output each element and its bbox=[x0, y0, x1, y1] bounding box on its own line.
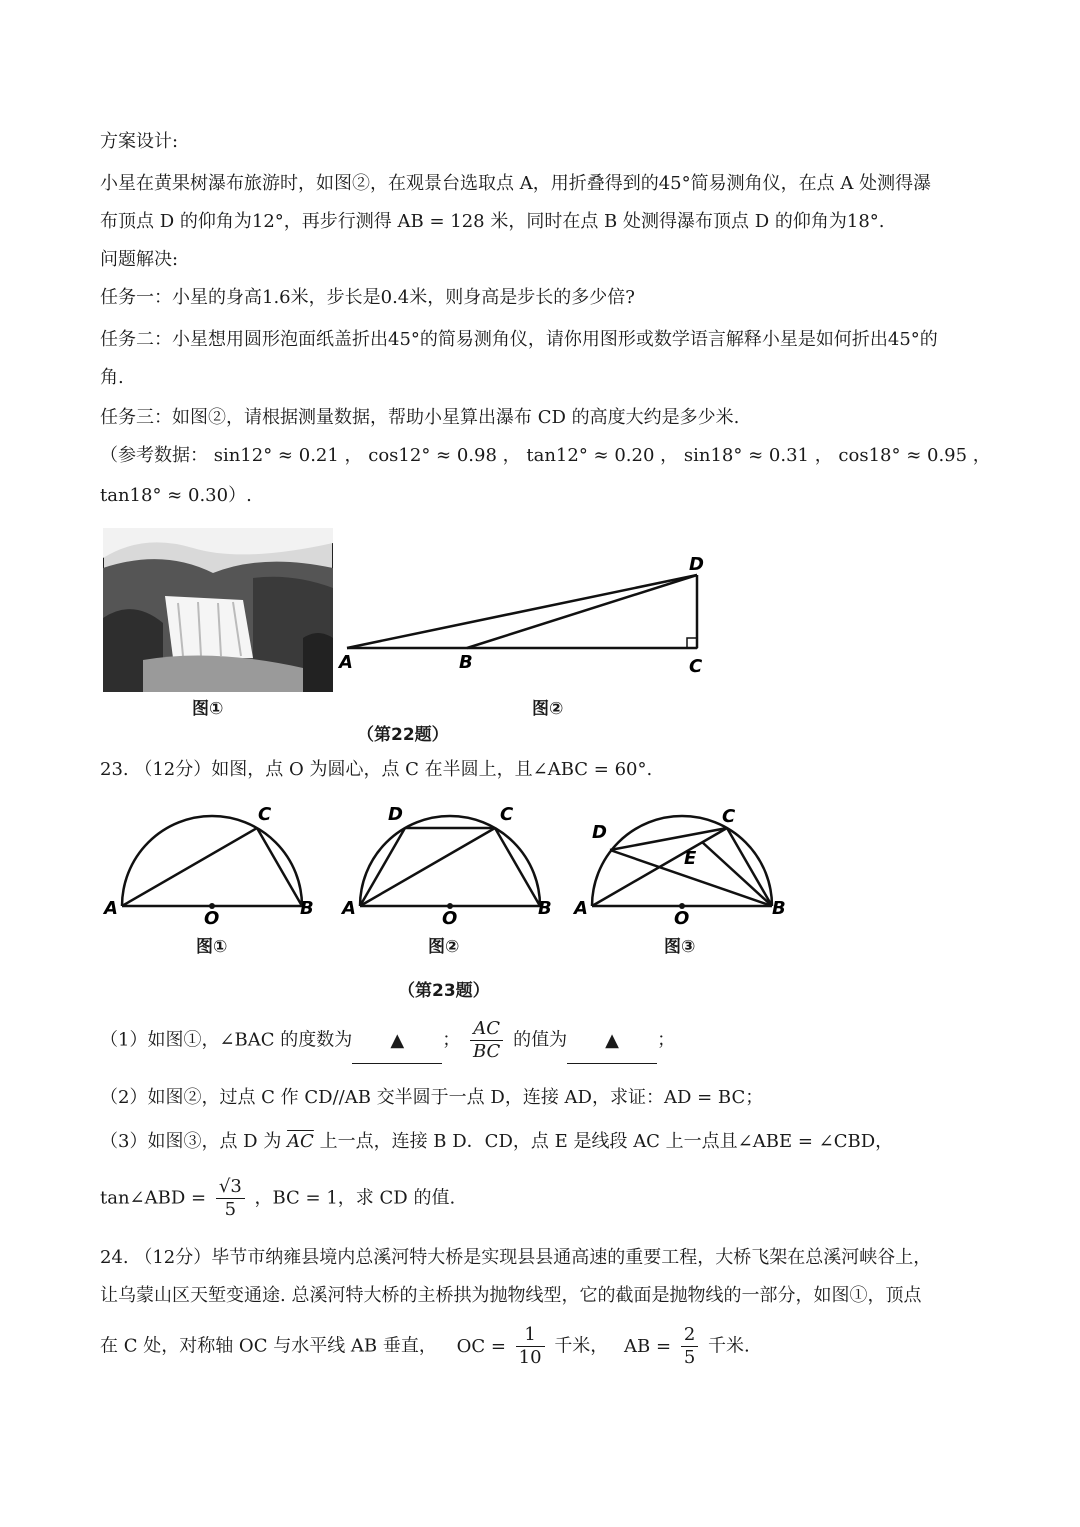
p23-3-label-E: E bbox=[684, 848, 697, 869]
fraction-sqrt3-5 bbox=[216, 1176, 245, 1221]
fraction-ab bbox=[681, 1324, 698, 1369]
point-label-A: A bbox=[339, 652, 353, 673]
point-label-C: C bbox=[689, 656, 703, 677]
q23-3-text-b: 上一点，连接 B D．CD，点 E 是线段 AC 上一点且∠ABE = ∠CBD， bbox=[319, 1131, 894, 1152]
p23-2-label-O: O bbox=[442, 908, 458, 928]
design-heading: 方案设计: bbox=[100, 131, 179, 152]
figure22-2-triangle bbox=[335, 550, 715, 680]
q23-1-text-d: ； bbox=[657, 1029, 676, 1051]
oc-unit: 千米， bbox=[554, 1335, 609, 1357]
p23-3-label-D: D bbox=[592, 822, 607, 843]
fraction-oc bbox=[516, 1324, 545, 1369]
arc-ac: $\overline{AC}$ bbox=[287, 1131, 314, 1152]
q23-3-line1 bbox=[100, 1130, 893, 1154]
q23-1 bbox=[100, 1018, 675, 1064]
q23-1-text-b: ； bbox=[442, 1029, 461, 1051]
frac-den: BC bbox=[473, 1041, 501, 1062]
p23-1-label-O: O bbox=[204, 908, 220, 928]
p23-2-label-D: D bbox=[388, 804, 403, 825]
p23-3-label-B: B bbox=[772, 898, 786, 919]
problem24-line1: 24. （12分）毕节市纳雍县境内总溪河特大桥是实现县县通高速的重要工程，大桥飞架在总溪河峡谷上， bbox=[100, 1247, 932, 1268]
task1: 任务一：小星的身高1.6米，步长是0.4米，则身高是步长的多少倍? bbox=[100, 287, 635, 308]
point-label-B: B bbox=[459, 652, 473, 673]
p23-1-label-C: C bbox=[258, 804, 272, 825]
p23-3-label-O: O bbox=[674, 908, 690, 928]
reference-data-line2: tan18° ≈ 0.30）. bbox=[100, 485, 252, 506]
problem23-caption: （第23题） bbox=[398, 981, 490, 1001]
q23-3-tan: tan∠ABD = bbox=[100, 1187, 207, 1209]
problem24-line3 bbox=[100, 1324, 750, 1369]
figure23-3-semicircle bbox=[570, 798, 810, 928]
p23-2-label-A: A bbox=[342, 898, 356, 919]
frac-num-sqrt3: √3 bbox=[216, 1176, 245, 1199]
fig22-2-label: 图② bbox=[532, 699, 564, 719]
p23-1-label-A: A bbox=[104, 898, 118, 919]
ab-den: 5 bbox=[683, 1347, 696, 1368]
fig23-3-label: 图③ bbox=[664, 937, 696, 957]
design-text-line1: 小星在黄果树瀑布旅游时，如图②，在观景台选取点 A，用折叠得到的45°简易测角仪，在点 A 处测得瀑 bbox=[100, 173, 932, 194]
p23-3-label-A: A bbox=[574, 898, 588, 919]
p23-1-label-B: B bbox=[300, 898, 314, 919]
waterfall-photo bbox=[103, 528, 333, 692]
fraction-ac-bc bbox=[470, 1018, 503, 1063]
oc-den: 10 bbox=[518, 1347, 542, 1368]
q23-3-line2 bbox=[100, 1176, 455, 1221]
q23-3-text-a: （3）如图③，点 D 为 bbox=[100, 1131, 282, 1152]
oc-label: OC = bbox=[456, 1335, 506, 1357]
p23-2-label-C: C bbox=[500, 804, 514, 825]
task2-line1: 任务二：小星想用圆形泡面纸盖折出45°的简易测角仪，请你用图形或数学语言解释小星是如何折出45°的 bbox=[100, 329, 938, 350]
q23-1-text-a: （1）如图①，∠BAC 的度数为 bbox=[100, 1029, 353, 1051]
p24-text-a: 在 C 处，对称轴 OC 与水平线 AB 垂直， bbox=[100, 1335, 437, 1357]
q23-2: （2）如图②，过点 C 作 CD//AB 交半圆于一点 D，连接 AD，求证：AD = BC； bbox=[100, 1087, 764, 1108]
fig23-1-label: 图① bbox=[196, 937, 228, 957]
task3: 任务三：如图②，请根据测量数据，帮助小星算出瀑布 CD 的高度大约是多少米. bbox=[100, 407, 740, 428]
design-text-line2: 布顶点 D 的仰角为12°，再步行测得 AB = 128 米，同时在点 B 处测得瀑布顶点 D 的仰角为18°. bbox=[100, 211, 885, 232]
task2-line2: 角. bbox=[100, 367, 124, 388]
ab-label: AB = bbox=[624, 1335, 672, 1357]
oc-num: 1 bbox=[516, 1324, 545, 1347]
ab-unit: 千米. bbox=[708, 1335, 750, 1357]
frac-den-5: 5 bbox=[224, 1199, 237, 1220]
frac-num: AC bbox=[470, 1018, 503, 1041]
answer-blank-1[interactable]: ▲ bbox=[352, 1019, 442, 1064]
p23-2-label-B: B bbox=[538, 898, 552, 919]
point-label-D: D bbox=[689, 554, 704, 575]
q23-1-text-c: 的值为 bbox=[513, 1029, 568, 1051]
fig22-1-label: 图① bbox=[192, 699, 224, 719]
problem24-line2: 让乌蒙山区天堑变通途. 总溪河特大桥的主桥拱为抛物线型，它的截面是抛物线的一部分，如图①，顶点 bbox=[100, 1285, 922, 1306]
figure23-2-semicircle bbox=[338, 798, 568, 928]
answer-blank-2[interactable]: ▲ bbox=[567, 1019, 657, 1064]
q23-3-text-c: ，BC = 1，求 CD 的值. bbox=[254, 1187, 456, 1209]
solve-heading: 问题解决: bbox=[100, 249, 179, 270]
ab-num: 2 bbox=[681, 1324, 698, 1347]
problem23-heading: 23. （12分）如图，点 O 为圆心，点 C 在半圆上，且∠ABC = 60°. bbox=[100, 759, 653, 780]
p23-3-label-C: C bbox=[722, 806, 736, 827]
figure23-1-semicircle bbox=[100, 798, 330, 928]
reference-data-line1: （参考数据： sin12° ≈ 0.21 ， cos12° ≈ 0.98 ， tan12° ≈ 0.20 ， sin18° ≈ 0.31 ， cos18° ≈ 0.95 ， bbox=[100, 445, 991, 466]
problem22-caption: （第22题） bbox=[357, 725, 449, 745]
fig23-2-label: 图② bbox=[428, 937, 460, 957]
